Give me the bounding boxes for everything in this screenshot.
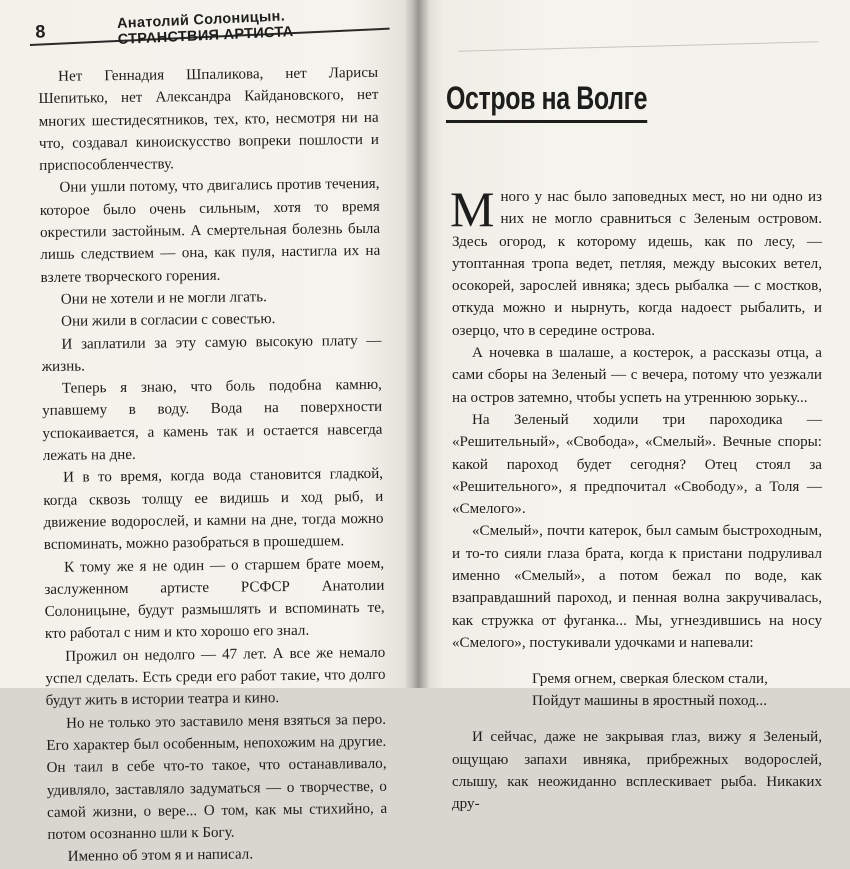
first-paragraph-text: ного у нас было заповедных мест, но ни одно из них не могло сравниться с Зеленым островом. Здесь огород, к которому идешь, как по лесу, — утоптанная тропа ведет, петляя, между высоких ветел, осокорей, зарослей ивняка; здесь рыбалка — с мостков, откуда можно и нырнуть, когда надоест рыбалить, и озерцо, что в середине острова. — [452, 189, 822, 339]
paragraph: И в то время, когда вода становится гладкой, когда сквозь толщу ее видишь и ход рыб, и движение водорослей, и камни на дне, тогда можно вспоминать, можно разобраться в прошедшем. — [43, 466, 384, 554]
paragraph: Именно об этом я и написал. — [67, 846, 254, 866]
left-body-text — [38, 62, 388, 869]
paragraph: Теперь я знаю, что боль подобна камню, упавшему в воду. Вода на поверхности успокаивается, а камень так и остается навсегда лежать на дне. — [42, 376, 383, 465]
book-spine-shadow — [404, 0, 430, 688]
right-body-text — [450, 181, 822, 815]
paragraph: Но не только это заставило меня взяться за перо. Его характер был особенным, непохожим на другие. Он таил в себе что-то такое, что останавливало, удивляло, заставляло задуматься — о творчестве, о самой жизни, о вере... О том, как мы стихийно, а потом осознанно шли к Богу. — [46, 711, 388, 844]
poem-excerpt — [532, 668, 822, 712]
running-header — [28, 0, 389, 49]
paragraph: Прожил он недолго — 47 лет. А все же немало успел сделать. Есть среди его работ такие, что долго будут жить в истории театра и кино. — [45, 644, 386, 710]
paragraph: И заплатили за эту самую высокую плату — жизнь. — [41, 332, 382, 375]
poem-line: Пойдут машины в яростный поход... — [532, 693, 767, 710]
paragraph: А ночевка в шалаше, а костерок, а рассказы отца, а сами сборы на Зеленый — с вечера, потому что уезжали на остров затемно, чтобы успеть на утреннюю зорьку... — [452, 345, 822, 406]
poem-line: Гремя огнем, сверкая блеском стали, — [532, 671, 768, 688]
drop-cap: М — [450, 181, 495, 237]
show-through-header — [458, 17, 819, 51]
paragraph: Нет Геннадия Шпаликова, нет Ларисы Шепитько, нет Александра Кайдановского, нет многих шестидесятников, тех, кто, несмотря ни на что, создавал киноискусство вопреки пошлости и приспособленчеству. — [38, 64, 380, 175]
paragraph: «Смелый», почти катерок, был самым быстроходным, и то-то сияли глаза брата, когда к пристани подруливал именно «Смелый», а потом бежал по воде, как взаправдашний пароход, и пенная волна закручивалась, как стружка от фуганка... Мы, угнездившись на носу «Смелого», постукивали удочками и напевали: — [452, 523, 822, 651]
paragraph: На Зеленый ходили три пароходика — «Решительный», «Свобода», «Смелый». Вечные споры: какой пароход будет сегодня? Отец стоял за «Решительного», я предпочитал «Свободу», а Толя — «Смелого». — [452, 411, 822, 518]
first-paragraph — [450, 181, 822, 342]
running-title: Анатолий Солоницын. СТРАНСТВИЯ АРТИСТА — [116, 8, 294, 49]
page-number: 8 — [34, 21, 46, 42]
paragraph: Они ушли потому, что двигались против течения, которое было очень сильным, хотя то время окрестили застойным. А смертельная болезнь была лишь следствием — она, как пуля, настигла их на взлете творческого горения. — [39, 176, 381, 286]
left-page — [0, 0, 414, 866]
paragraph: Они не хотели и не могли лгать. — [60, 289, 267, 308]
chapter-title: Остров на Волге — [446, 80, 647, 123]
paragraph: И сейчас, даже не закрывая глаз, вижу я Зеленый, ощущаю запахи ивняка, прибрежных водорослей, слышу, как неожиданно всплескивает рыба. Никаких дру- — [452, 729, 822, 813]
paragraph: Они жили в согласии с совестью. — [61, 311, 276, 331]
paragraph: К тому же я не один — о старшем брате моем, заслуженном артисте РСФСР Анатолии Солоницыне, будут размышлять и вспоминать те, кто работал с ним и кто хорошо его знал. — [44, 555, 385, 643]
